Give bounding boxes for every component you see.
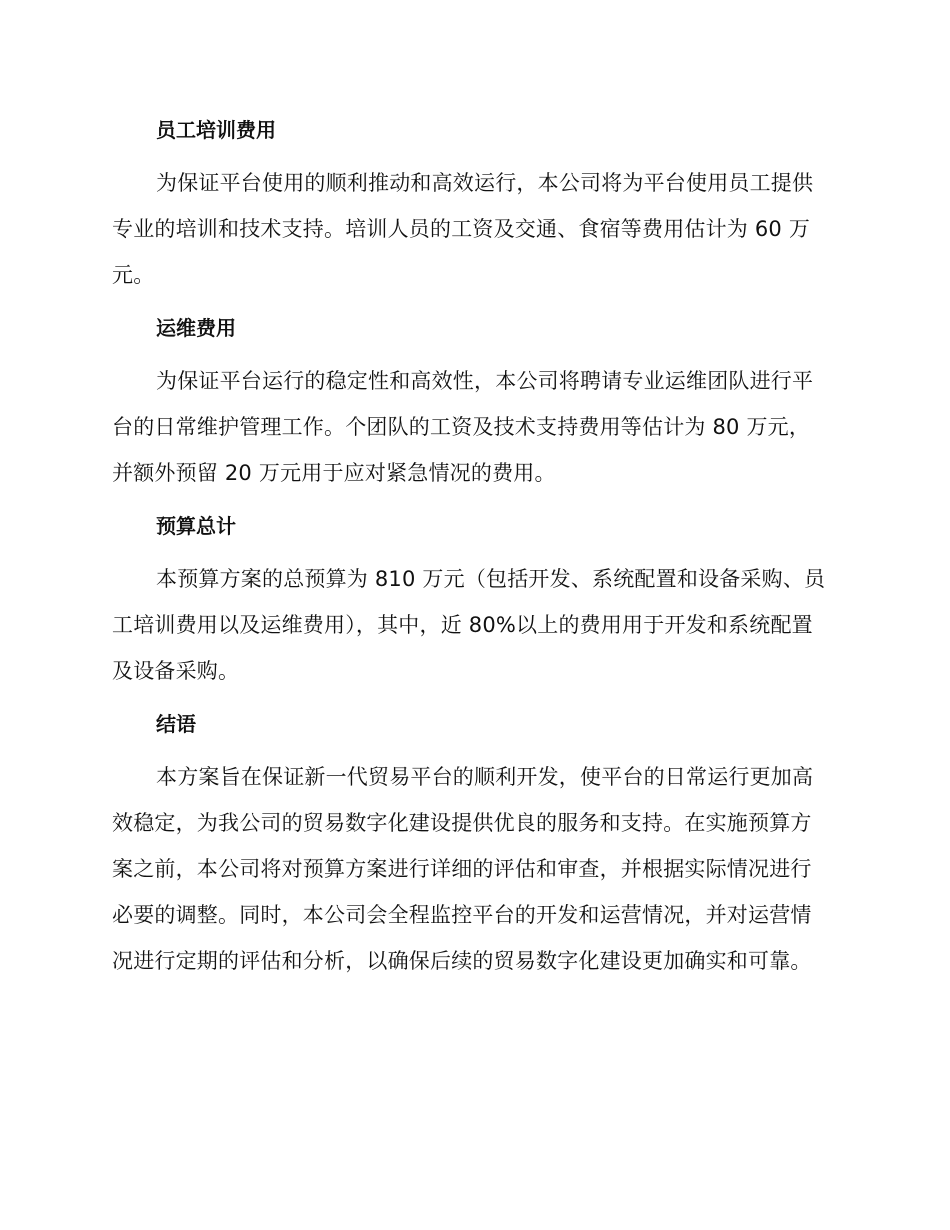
paragraph-line: 为保证平台使用的顺利推动和高效运行，本公司将为平台使用员工提供 bbox=[156, 171, 814, 195]
section-conclusion bbox=[112, 704, 832, 984]
section-heading: 员工培训费用 bbox=[156, 118, 276, 142]
document-page bbox=[112, 110, 832, 994]
section-paragraph bbox=[112, 556, 832, 694]
paragraph-line: 工培训费用以及运维费用），其中，近 80%以上的费用用于开发和系统配置 bbox=[112, 613, 813, 637]
section-paragraph bbox=[112, 160, 832, 298]
section-heading: 预算总计 bbox=[156, 514, 236, 538]
section-paragraph bbox=[112, 358, 832, 496]
paragraph-line: 况进行定期的评估和分析，以确保后续的贸易数字化建设更加确实和可靠。 bbox=[112, 949, 812, 973]
paragraph-line: 及设备采购。 bbox=[112, 659, 240, 683]
section-staff-training bbox=[112, 110, 832, 298]
paragraph-line: 本方案旨在保证新一代贸易平台的顺利开发，使平台的日常运行更加高 bbox=[156, 765, 814, 789]
paragraph-line: 本预算方案的总预算为 810 万元（包括开发、系统配置和设备采购、员 bbox=[156, 567, 826, 591]
paragraph-line: 台的日常维护管理工作。个团队的工资及技术支持费用等估计为 80 万元， bbox=[112, 415, 811, 439]
paragraph-line: 专业的培训和技术支持。培训人员的工资及交通、食宿等费用估计为 60 万 bbox=[112, 217, 811, 241]
paragraph-line: 并额外预留 20 万元用于应对紧急情况的费用。 bbox=[112, 461, 556, 485]
section-budget-total bbox=[112, 506, 832, 694]
paragraph-line: 元。 bbox=[112, 263, 155, 287]
paragraph-line: 效稳定，为我公司的贸易数字化建设提供优良的服务和支持。在实施预算方 bbox=[112, 811, 812, 835]
section-heading: 运维费用 bbox=[156, 316, 236, 340]
paragraph-line: 为保证平台运行的稳定性和高效性，本公司将聘请专业运维团队进行平 bbox=[156, 369, 814, 393]
section-paragraph bbox=[112, 754, 832, 984]
paragraph-line: 必要的调整。同时，本公司会全程监控平台的开发和运营情况，并对运营情 bbox=[112, 903, 812, 927]
section-heading: 结语 bbox=[156, 712, 196, 736]
paragraph-line: 案之前，本公司将对预算方案进行详细的评估和审查，并根据实际情况进行 bbox=[112, 857, 812, 881]
section-operations bbox=[112, 308, 832, 496]
